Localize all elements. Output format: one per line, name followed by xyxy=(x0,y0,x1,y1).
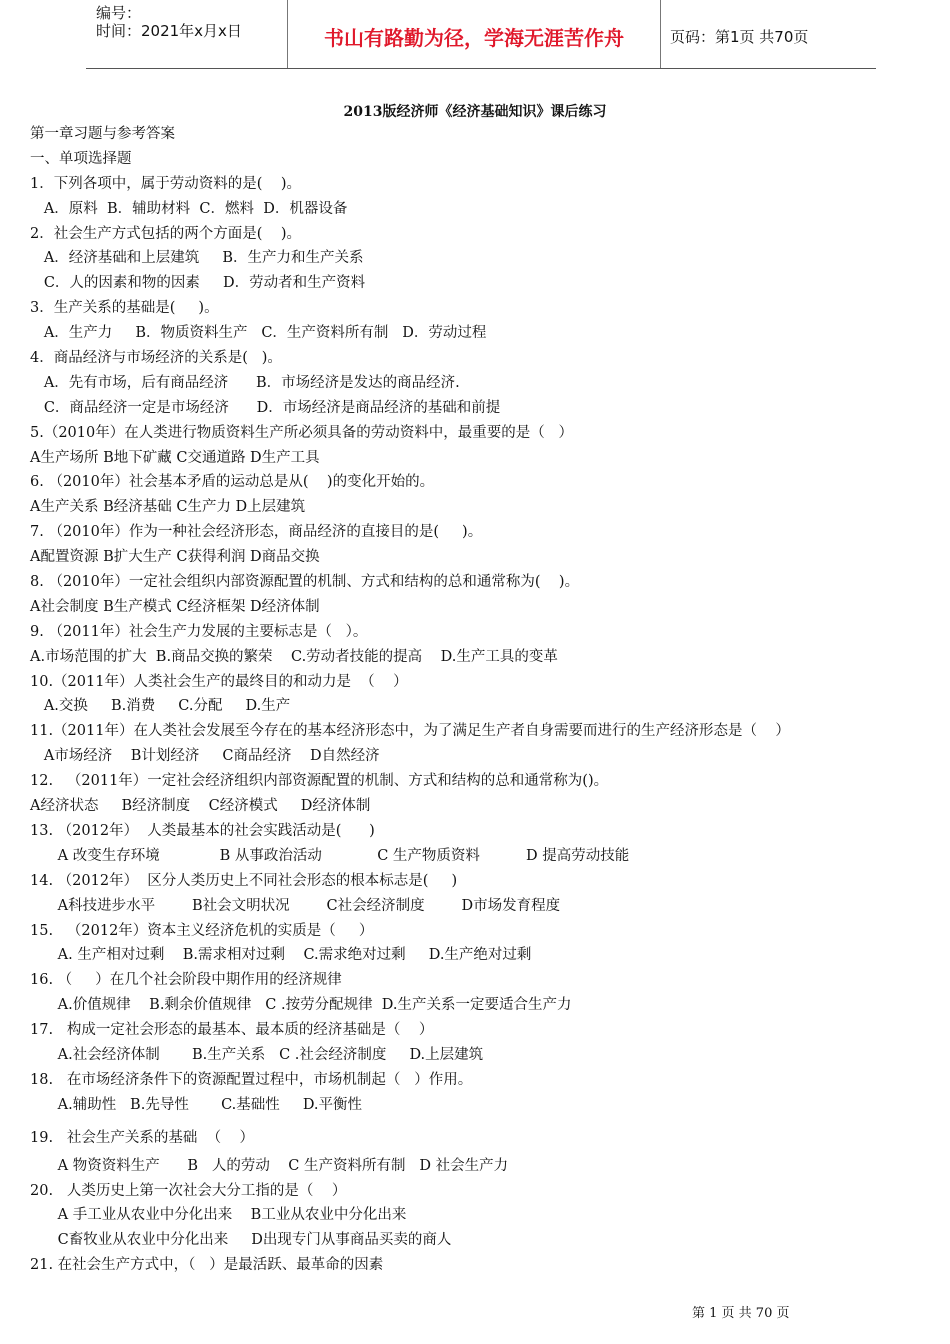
options-line: A 改变生存环境 B 从事政治活动 C 生产物质资料 D 提高劳动技能 xyxy=(30,847,630,864)
options-line: A生产关系 B经济基础 C生产力 D上层建筑 xyxy=(30,499,306,516)
question-line: 6. （2010年）社会基本矛盾的运动总是从( )的变化开始的。 xyxy=(30,474,435,491)
question-line: 8. （2010年）一定社会组织内部资源配置的机制、方式和结构的总和通常称为( )。 xyxy=(30,574,580,591)
options-line: A. 生产相对过剩 B.需求相对过剩 C.需求绝对过剩 D.生产绝对过剩 xyxy=(30,947,532,964)
header-table xyxy=(86,0,876,69)
chapter-heading: 第一章习题与参考答案 xyxy=(30,126,175,142)
header-page-info: 页码：第1页 共70页 xyxy=(670,28,809,46)
question-line: 16. （ ）在几个社会阶段中期作用的经济规律 xyxy=(30,972,342,989)
options-line: A.辅助性 B.先导性 C.基础性 D.平衡性 xyxy=(30,1096,363,1113)
options-line: A．经济基础和上层建筑 B．生产力和生产关系 xyxy=(30,250,364,267)
header-motto-cell xyxy=(287,0,661,68)
question-line: 19. 社会生产关系的基础 （ ） xyxy=(30,1129,255,1146)
options-line: A 物资资料生产 B 人的劳动 C 生产资料所有制 D 社会生产力 xyxy=(30,1157,509,1174)
question-line: 2．社会生产方式包括的两个方面是( )。 xyxy=(30,225,301,242)
options-line: A.价值规律 B.剩余价值规律 C .按劳分配规律 D.生产关系一定要适合生产力 xyxy=(30,997,572,1014)
question-line: 7. （2010年）作为一种社会经济形态，商品经济的直接目的是( )。 xyxy=(30,524,483,541)
question-line: 18. 在市场经济条件下的资源配置过程中，市场机制起（ ）作用。 xyxy=(30,1071,473,1088)
page-footer: 第 1 页 共 70 页 xyxy=(692,1306,790,1321)
header-motto: 书山有路勤为径，学海无涯苦作舟 xyxy=(324,26,624,50)
header-page-cell xyxy=(660,0,876,68)
document-date: 时间：2021年x月x日 xyxy=(96,22,242,40)
options-line: A经济状态 B经济制度 C经济模式 D经济体制 xyxy=(30,798,371,815)
options-line: A.市场范围的扩大 B.商品交换的繁荣 C.劳动者技能的提高 D.生产工具的变革 xyxy=(30,648,558,665)
question-line: 4．商品经济与市场经济的关系是( )。 xyxy=(30,350,282,367)
options-line: A．先有市场，后有商品经济 B．市场经济是发达的商品经济. xyxy=(30,374,460,391)
question-line: 5.（2010年）在人类进行物质资料生产所必须具备的劳动资料中，最重要的是（ ） xyxy=(30,424,574,441)
options-line: C．商品经济一定是市场经济 D．市场经济是商品经济的基础和前提 xyxy=(30,399,501,416)
options-line: A市场经济 B计划经济 C商品经济 D自然经济 xyxy=(30,748,380,765)
question-line: 1．下列各项中，属于劳动资料的是( )。 xyxy=(30,175,301,192)
document-title: 2013版经济师《经济基础知识》课后练习 xyxy=(343,104,607,120)
options-line: A社会制度 B生产模式 C经济框架 D经济体制 xyxy=(30,598,320,615)
question-line: 9. （2011年）社会生产力发展的主要标志是（ ）。 xyxy=(30,623,368,640)
options-line: A科技进步水平 B社会文明状况 C社会经济制度 D市场发育程度 xyxy=(30,897,561,914)
options-line: A生产场所 B地下矿藏 C交通道路 D生产工具 xyxy=(30,449,320,466)
question-line: 20. 人类历史上第一次社会大分工指的是（ ） xyxy=(30,1182,347,1199)
section-heading: 一、单项选择题 xyxy=(30,150,132,167)
options-line: C畜牧业从农业中分化出来 D出现专门从事商品买卖的商人 xyxy=(30,1232,452,1249)
question-line: 17. 构成一定社会形态的最基本、最本质的经济基础是（ ） xyxy=(30,1022,434,1039)
options-line: A．原料 B．辅助材料 C．燃料 D．机器设备 xyxy=(30,200,348,217)
options-line: A 手工业从农业中分化出来 B工业从农业中分化出来 xyxy=(30,1207,407,1224)
question-line: 10.（2011年）人类社会生产的最终目的和动力是 （ ） xyxy=(30,673,408,690)
question-line: 3．生产关系的基础是( )。 xyxy=(30,300,219,317)
options-line: A配置资源 B扩大生产 C获得利润 D商品交换 xyxy=(30,549,320,566)
question-line: 15. （2012年）资本主义经济危机的实质是（ ） xyxy=(30,922,374,939)
question-line: 21. 在社会生产方式中，（ ）是最活跃、最革命的因素 xyxy=(30,1257,384,1274)
document-number-label: 编号： xyxy=(96,4,142,22)
options-line: C．人的因素和物的因素 D．劳动者和生产资料 xyxy=(30,275,366,292)
question-line: 13. （2012年） 人类最基本的社会实践活动是( ) xyxy=(30,822,375,839)
options-line: A．生产力 B．物质资料生产 C．生产资料所有制 D．劳动过程 xyxy=(30,325,487,342)
header-info-cell xyxy=(86,0,286,68)
question-line: 11.（2011年）在人类社会发展至今存在的基本经济形态中，为了满足生产者自身需要而进行的生产经济形态是（ ） xyxy=(30,723,790,740)
question-line: 12. （2011年）一定社会经济组织内部资源配置的机制、方式和结构的总和通常称为()。 xyxy=(30,773,609,790)
options-line: A.交换 B.消费 C.分配 D.生产 xyxy=(30,698,291,715)
question-line: 14. （2012年） 区分人类历史上不同社会形态的根本标志是( ) xyxy=(30,872,458,889)
document-body xyxy=(30,122,910,1278)
options-line: A.社会经济体制 B.生产关系 C .社会经济制度 D.上层建筑 xyxy=(30,1046,484,1063)
